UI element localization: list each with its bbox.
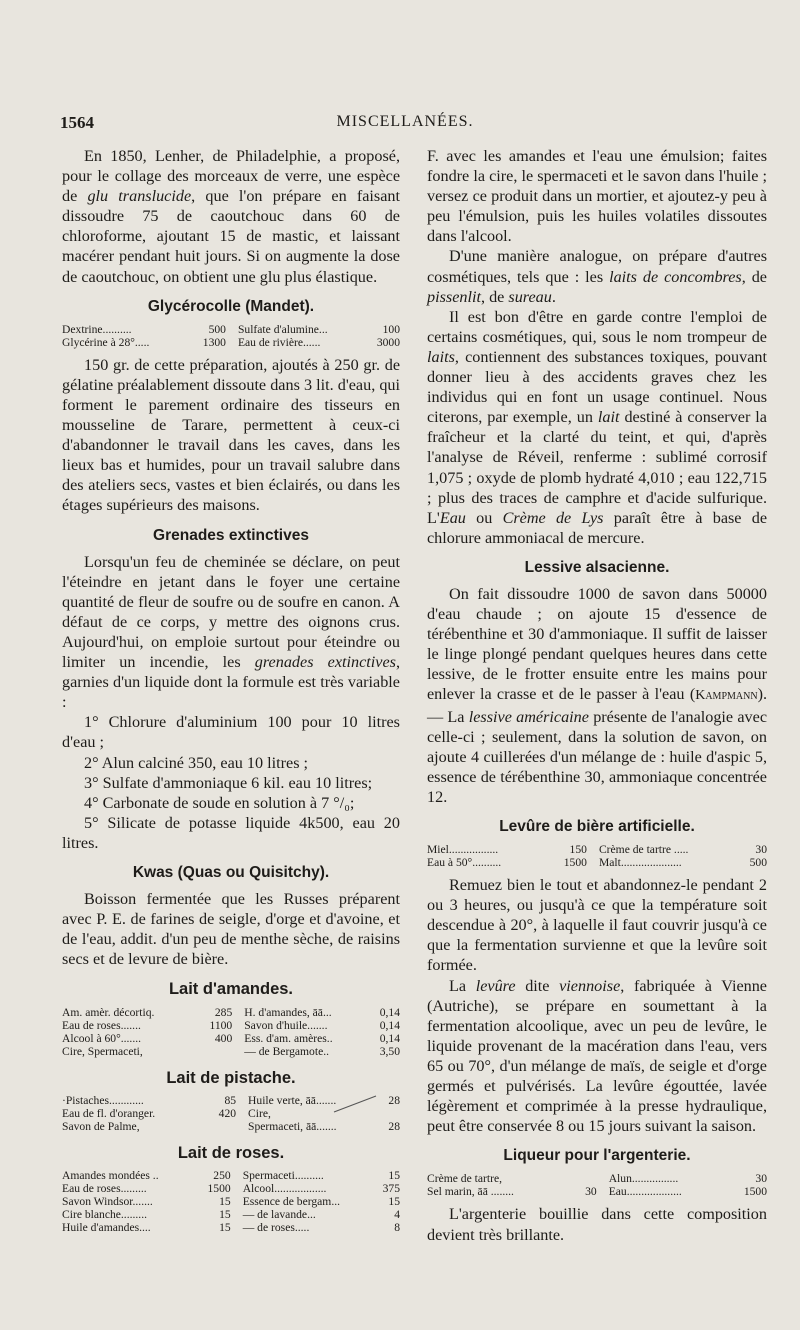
ingredient-quantity: 30	[585, 1185, 597, 1199]
recipe-row	[427, 1185, 767, 1198]
recipe-row	[62, 1032, 400, 1045]
ingredient-quantity: 30	[755, 1172, 767, 1186]
recipe-row	[62, 1120, 400, 1133]
ingredient-quantity: 28	[388, 1093, 400, 1107]
ingredient-quantity: 375	[382, 1181, 400, 1195]
recipe-row	[62, 1195, 400, 1208]
ingredient-name: Alcool..................	[242, 1181, 327, 1195]
formula-item-1: 1° Chlorure d'aluminium 100 pour 10 litres d'eau ;	[62, 713, 400, 752]
ingredient-quantity: 420	[218, 1106, 237, 1120]
ingredient-quantity: 30	[755, 843, 767, 857]
ingredient-name: Crème de tartre .....	[598, 843, 689, 857]
ingredient-name: Ess. d'am. amères..	[244, 1031, 333, 1045]
ingredient-quantity: 500	[208, 322, 226, 336]
recipe-row	[62, 1169, 400, 1182]
formula-item-2: 2° Alun calciné 350, eau 10 litres ;	[84, 753, 309, 772]
ingredient-name: Eau...................	[608, 1185, 682, 1199]
paragraph-grenades: Lorsqu'un feu de cheminée se déclare, on peut l'éteindre en jetant dans le foyer une certaine quantité de fleur de soufre ou de soufre en canon. A défaut de ce corps, y mettre des oignons crus. Aujourd'hui, on emploie surtout pour éteindre ou limiter un incendie, les grenades extinctives, garnies d'un liquide dont la formule est très variable :	[62, 552, 400, 712]
heading-grenades: Grenades extinctives	[153, 526, 309, 544]
ingredient-name: Savon d'huile.......	[244, 1018, 328, 1032]
ingredient-name: ·Pistaches............	[62, 1093, 144, 1107]
heading-lessive: Lessive alsacienne.	[524, 558, 670, 576]
pencil-mark-icon	[330, 1094, 380, 1114]
italic-text: laits de concombres	[609, 267, 742, 286]
paragraph-cosmetiques: D'une manière analogue, on prépare d'autres cosmétiques, tels que : les laits de concombres, de pissenlit, de sureau.	[427, 247, 767, 306]
italic-text: viennoise	[559, 976, 621, 995]
ingredient-quantity: 250	[213, 1168, 231, 1182]
ingredient-quantity	[382, 1107, 400, 1120]
italic-text: Eau	[439, 508, 466, 527]
paragraph-glycerocolle: 150 gr. de cette préparation, ajoutés à 250 gr. de gélatine préalablement dissoute dans 3 lit. d'eau, qui forment le parement ordinaire des tisseurs en mousseline de Tarare, permettent à ceux-ci d'abandonner le travail dans les caves, dans les lieux bas et humides, pour un travail salubre dans des ateliers secs, vastes et bien éclairés, ou dans les étages supérieurs des maisons.	[62, 355, 400, 515]
recipe-row	[427, 1172, 767, 1185]
ingredient-name: Amandes mondées ..	[62, 1168, 159, 1182]
ingredient-quantity: 0,14	[379, 1018, 400, 1032]
heading-liqueur: Liqueur pour l'argenterie.	[503, 1147, 691, 1165]
ingredient-quantity: 15	[219, 1194, 231, 1208]
ingredient-name: Dextrine..........	[62, 322, 132, 336]
paragraph-glu: En 1850, Lenher, de Philadelphie, a proposé, pour le collage des morceaux de verre, une espèce de glu translucide, que l'on prépare en faisant dissoudre 75 de caoutchouc dans 60 de chloroforme, ajoutant 15 de mastic, et laissant macérer pendant huit jours. Si on augmente la dose de caoutchouc, on obtient une glu plus élastique.	[62, 147, 400, 286]
italic-text: lessive américaine	[468, 707, 589, 726]
recipe-row	[62, 323, 400, 336]
ingredient-quantity: 15	[388, 1194, 400, 1208]
ingredient-quantity: 1500	[743, 1185, 767, 1199]
recipe-row	[427, 843, 767, 856]
ingredient-name: H. d'amandes, āā...	[244, 1005, 332, 1019]
formula-item-3: 3° Sulfate d'ammoniaque 6 kil. eau 10 litres;	[84, 773, 373, 792]
paragraph-levure-2: La levûre dite viennoise, fabriquée à Vienne (Autriche), se prépare en soumettant à la fermentation alcoolique, avec un peu de levûre, le liquide provenant de la macération dans l'eau, vers 65 ou 70°, d'un mélange de maïs, de seigle et d'orge germés et pulvérisés. La levûre égouttée, lavée légèrement et comprimée à la presse hydraulique, peut être conservée 8 ou 15 jours suivant la saison.	[427, 976, 767, 1136]
ingredient-name: Am. amèr. décortiq.	[62, 1005, 155, 1019]
recipe-table-lait-amandes	[62, 1006, 400, 1058]
recipe-table-glycerocolle	[62, 323, 400, 349]
italic-text: sureau	[508, 287, 552, 306]
paragraph-liqueur: L'argenterie bouillie dans cette composition devient très brillante.	[427, 1205, 767, 1244]
ingredient-name: Alun................	[608, 1172, 679, 1186]
ingredient-quantity	[570, 1172, 609, 1185]
ingredient-name: Glycérine à 28°.....	[62, 335, 150, 349]
ingredient-quantity: 100	[382, 322, 400, 336]
heading-glycerocolle: Glycérocolle (Mandet).	[147, 297, 315, 315]
ingredient-name: Cire blanche.........	[62, 1207, 147, 1221]
ingredient-quantity: 1500	[563, 856, 587, 870]
ingredient-name: Eau de roses.......	[62, 1018, 141, 1032]
recipe-row	[427, 856, 767, 869]
italic-text: lait	[597, 408, 620, 427]
ingredient-name: Savon Windsor.......	[62, 1194, 153, 1208]
ingredient-name: Crème de tartre,	[427, 1172, 502, 1186]
ingredient-name: — de Bergamote..	[244, 1044, 330, 1058]
paragraph-lessive: On fait dissoudre 1000 de savon dans 50000 d'eau chaude ; on ajoute 15 d'essence de térébenthine et 30 d'ammoniaque. Il suffit de laisser le linge plongé pendant quelques heures dans cette lessive, de le frotter ensuite entre les mains pour enlever la crasse et de le passer à l'eau (Kampmann). — La lessive américaine présente de l'analogie avec celle-ci ; seulement, dans la solution de savon, on ajoute 4 cuillerées d'un mélange de : huile d'aspic 5, essence de térébenthine 30, ammoniaque concentrée 12.	[427, 584, 767, 806]
recipe-table-levure	[427, 843, 767, 869]
ingredient-quantity: 285	[214, 1005, 233, 1019]
ingredient-quantity	[203, 1120, 248, 1133]
ingredient-name: — de lavande...	[242, 1207, 316, 1221]
ingredient-name: Sulfate d'alumine...	[237, 322, 328, 336]
page-header	[60, 113, 750, 137]
ingredient-quantity: 1100	[209, 1018, 233, 1032]
paragraph-avertissement: Il est bon d'être en garde contre l'emploi de certains cosmétiques, qui, sous le nom trompeur de laits, contiennent des substances toxiques, pouvant donner lieu à des accidents graves chez les individus qui en font un usage continuel. Nous citerons, par exemple, un lait destiné à conserver la fraîcheur et la clarté du teint, et qui, d'après l'analyse de Réveil, renferme : sublimé corrosif 1,075 ; oxyde de plomb hydraté 4,010 ; eau 122,715 ; plus des traces de camphre et d'acide sulfurique. L'Eau ou Crème de Lys paraît être à base de chlorure ammoniacal de mercure.	[427, 307, 767, 547]
ingredient-quantity: 15	[219, 1207, 231, 1221]
recipe-row	[62, 1019, 400, 1032]
ingredient-quantity: 150	[569, 843, 587, 857]
ingredient-quantity: 0,14	[379, 1031, 400, 1045]
recipe-row	[62, 336, 400, 349]
left-column	[62, 146, 400, 1240]
ingredient-name: Cire,	[248, 1106, 271, 1120]
ingredient-name: Sel marin, āā ........	[427, 1185, 514, 1199]
ingredient-name: Savon de Palme,	[62, 1119, 140, 1133]
ingredient-quantity: 15	[219, 1220, 231, 1234]
recipe-table-liqueur	[427, 1172, 767, 1198]
small-caps-text: Kampmann	[695, 688, 758, 704]
right-column	[427, 146, 767, 1245]
ingredient-quantity: 3000	[376, 335, 400, 349]
ingredient-name: Spermaceti, āā.......	[248, 1119, 337, 1133]
ingredient-name: Miel.................	[427, 843, 499, 857]
ingredient-name: Essence de bergam...	[242, 1194, 341, 1208]
ingredient-quantity: 85	[224, 1093, 237, 1107]
italic-text: levûre	[475, 976, 516, 995]
heading-levure: Levûre de bière artificielle.	[499, 818, 695, 835]
paragraph-kwas: Boisson fermentée que les Russes préparent avec P. E. de farines de seigle, d'orge et d'avoine, et de l'eau, addit. d'un peu de menthe sèche, de raisins secs et de levure de bière.	[62, 890, 400, 969]
ingredient-name: Huile verte, āā.......	[248, 1093, 337, 1107]
ingredient-quantity: 15	[388, 1168, 400, 1182]
ingredient-name: Malt.....................	[598, 856, 682, 870]
italic-text: Crème de Lys	[502, 508, 604, 527]
ingredient-quantity: 3,50	[379, 1044, 400, 1058]
paragraph-levure-1: Remuez bien le tout et abandonnez-le pendant 2 ou 3 heures, ou jusqu'à ce que la température soit descendue à 20°, à laquelle il faut couvrir jusqu'à ce que la fermentation survienne et que la levûre soit formée.	[427, 876, 767, 975]
ingredient-quantity: 400	[214, 1031, 233, 1045]
ingredient-quantity	[194, 1045, 244, 1058]
heading-lait-pistache: Lait de pistache.	[166, 1068, 296, 1087]
recipe-row	[62, 1045, 400, 1058]
ingredient-name: Huile d'amandes....	[62, 1220, 151, 1234]
ingredient-name: Cire, Spermaceti,	[62, 1044, 143, 1058]
paragraph-emulsion: F. avec les amandes et l'eau une émulsion; faites fondre la cire, le spermaceti et le savon dans l'huile ; versez ce produit dans un mortier, et ajoutez-y peu à peu l'émulsion, puis les huiles volatiles dissoutes dans l'alcool.	[427, 147, 767, 246]
ingredient-name: Eau de roses.........	[62, 1181, 147, 1195]
running-title: MISCELLANÉES.	[336, 113, 474, 130]
formula-item-4: 4° Carbonate de soude en solution à 7 °/₀;	[84, 793, 355, 812]
ingredient-quantity: 28	[388, 1119, 400, 1133]
ingredient-quantity: 8	[394, 1220, 400, 1234]
ingredient-name: Eau de rivière......	[237, 335, 321, 349]
italic-text: grenades extinctives	[254, 653, 396, 672]
ingredient-name: Alcool à 60°.......	[62, 1031, 142, 1045]
ingredient-name: — de roses.....	[242, 1220, 310, 1234]
ingredient-name: Eau à 50°..........	[427, 856, 502, 870]
recipe-row	[62, 1208, 400, 1221]
heading-lait-roses: Lait de roses.	[177, 1143, 285, 1162]
recipe-row	[62, 1006, 400, 1019]
ingredient-name: Spermaceti..........	[242, 1168, 324, 1182]
ingredient-name: Eau de fl. d'oranger.	[62, 1106, 156, 1120]
recipe-table-lait-roses	[62, 1169, 400, 1234]
italic-text: pissenlit	[427, 287, 481, 306]
italic-text: laits	[427, 347, 455, 366]
italic-text: glu translucide	[87, 187, 192, 206]
ingredient-quantity: 1500	[207, 1181, 231, 1195]
heading-kwas: Kwas (Quas ou Quisitchy).	[132, 864, 330, 881]
ingredient-quantity: 4	[394, 1207, 400, 1221]
formula-item-5: 5° Silicate de potasse liquide 4k500, eau 20 litres.	[62, 813, 400, 852]
ingredient-quantity: 1300	[202, 335, 226, 349]
page-number: 1564	[60, 113, 94, 132]
ingredient-quantity: 0,14	[379, 1005, 400, 1019]
ingredient-quantity: 500	[749, 856, 767, 870]
heading-lait-amandes: Lait d'amandes.	[168, 980, 294, 999]
recipe-row	[62, 1182, 400, 1195]
recipe-row	[62, 1221, 400, 1234]
